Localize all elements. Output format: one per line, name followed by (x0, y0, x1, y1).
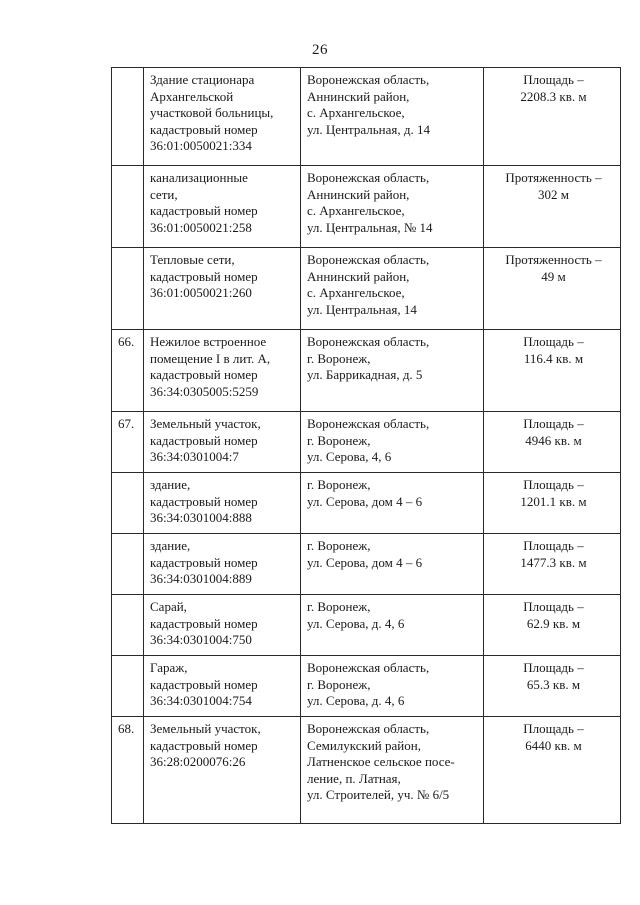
row-number (112, 68, 144, 166)
table-row (112, 717, 621, 824)
object-name-line: кадастровый номер (150, 493, 258, 509)
table-row (112, 656, 621, 717)
object-name-line: помещение I в лит. А, (150, 350, 271, 366)
address-cell (301, 68, 484, 166)
measure-cell (484, 656, 621, 717)
object-name-line: здание, (150, 477, 191, 492)
measure-value: 302 м (538, 186, 569, 202)
cadastral-number: 36:34:0301004:754 (150, 693, 252, 708)
table-row (112, 248, 621, 330)
address-line: Воронежская область, (307, 721, 430, 736)
row-number: 68. (112, 717, 144, 824)
object-name-line: кадастровый номер (150, 676, 258, 692)
object-name-line: кадастровый номер (150, 121, 258, 137)
object-name-cell (144, 330, 301, 412)
object-name-line: Здание стационара (150, 72, 255, 87)
address-line: г. Воронеж, (307, 432, 371, 448)
object-name-line: кадастровый номер (150, 432, 258, 448)
measure-label: Площадь – (523, 599, 584, 614)
address-line: Аннинский район, (307, 268, 410, 284)
row-number (112, 166, 144, 248)
object-name-line: канализационные (150, 170, 248, 185)
measure-label: Площадь – (523, 334, 584, 349)
address-line: г. Воронеж, (307, 676, 371, 692)
measure-value: 6440 кв. м (525, 737, 582, 753)
object-name-cell (144, 473, 301, 534)
object-name-line: кадастровый номер (150, 367, 258, 382)
object-name-line: кадастровый номер (150, 615, 258, 631)
cadastral-number: 36:34:0301004:750 (150, 632, 252, 647)
table-row (112, 412, 621, 473)
object-name-cell (144, 166, 301, 248)
row-number (112, 473, 144, 534)
measure-value: 116.4 кв. м (523, 350, 584, 366)
address-line: Воронежская область, (307, 170, 430, 185)
page-number: 26 (312, 42, 328, 58)
table-row (112, 473, 621, 534)
address-line: ул. Центральная, № 14 (307, 219, 433, 235)
measure-cell (484, 248, 621, 330)
address-line: с. Архангельское, (307, 285, 405, 300)
cadastral-number: 36:34:0301004:888 (150, 510, 252, 525)
measure-label: Площадь – (523, 538, 584, 553)
cadastral-number: 36:28:0200076:26 (150, 754, 246, 769)
measure-value: 1201.1 кв. м (520, 493, 587, 509)
object-name-line: Архангельской (150, 88, 234, 104)
object-name-line: Сарай, (150, 599, 187, 614)
object-name-line: кадастровый номер (150, 203, 258, 218)
object-name-line: Нежилое встроенное (150, 334, 267, 349)
measure-label: Площадь – (523, 660, 584, 675)
measure-value: 1477.3 кв. м (520, 554, 587, 570)
object-name-line: кадастровый номер (150, 554, 258, 570)
address-line: г. Воронеж, (307, 350, 371, 366)
address-line: г. Воронеж, (307, 599, 371, 614)
object-name-line: кадастровый номер (150, 737, 258, 753)
address-line: ул. Строителей, уч. № 6/5 (307, 787, 450, 802)
address-line: Воронежская область, (307, 334, 430, 349)
measure-value: 62.9 кв. м (526, 615, 581, 631)
object-name-cell (144, 656, 301, 717)
row-number (112, 656, 144, 717)
measure-cell (484, 717, 621, 824)
cadastral-number: 36:34:0301004:889 (150, 571, 252, 586)
address-line: Воронежская область, (307, 660, 430, 675)
cadastral-number: 36:34:0305005:5259 (150, 383, 259, 399)
measure-cell (484, 68, 621, 166)
object-name-cell (144, 717, 301, 824)
address-line: ул. Центральная, д. 14 (307, 121, 430, 137)
object-name-line: здание, (150, 538, 191, 553)
row-number (112, 248, 144, 330)
measure-cell (484, 166, 621, 248)
address-line: ул. Серова, д. 4, 6 (307, 615, 405, 631)
measure-value: 49 м (541, 268, 566, 284)
address-cell (301, 656, 484, 717)
table-row (112, 330, 621, 412)
address-line: Воронежская область, (307, 72, 430, 87)
object-name-line: кадастровый номер (150, 268, 258, 284)
cadastral-number: 36:01:0050021:334 (150, 138, 252, 153)
measure-value: 2208.3 кв. м (520, 88, 587, 104)
address-cell (301, 595, 484, 656)
object-name-line: Земельный участок, (150, 721, 261, 736)
address-line: ул. Серова, дом 4 – 6 (307, 493, 423, 509)
address-line: Латненское сельское посе- (307, 754, 455, 769)
object-name-cell (144, 595, 301, 656)
table-row (112, 166, 621, 248)
property-table (111, 67, 621, 824)
object-name-line: Гараж, (150, 660, 188, 675)
table-row (112, 68, 621, 166)
address-line: Аннинский район, (307, 88, 410, 104)
address-line: Семилукский район, (307, 737, 421, 753)
object-name-cell (144, 534, 301, 595)
address-line: Воронежская область, (307, 416, 430, 431)
measure-label: Протяженность – (505, 170, 602, 185)
address-cell (301, 534, 484, 595)
measure-cell (484, 330, 621, 412)
measure-label: Протяженность – (505, 252, 602, 267)
address-line: ул. Серова, 4, 6 (307, 449, 392, 464)
address-line: г. Воронеж, (307, 538, 371, 553)
object-name-cell (144, 412, 301, 473)
row-number (112, 595, 144, 656)
object-name-cell (144, 248, 301, 330)
address-cell (301, 248, 484, 330)
address-cell (301, 717, 484, 824)
address-line: ул. Серова, д. 4, 6 (307, 693, 405, 708)
address-line: ул. Баррикадная, д. 5 (307, 367, 423, 382)
cadastral-number: 36:01:0050021:260 (150, 285, 252, 300)
address-cell (301, 473, 484, 534)
measure-label: Площадь – (523, 477, 584, 492)
object-name-line: сети, (150, 186, 178, 202)
object-name-cell (144, 68, 301, 166)
address-line: Воронежская область, (307, 252, 430, 267)
measure-label: Площадь – (523, 416, 584, 431)
table-row (112, 534, 621, 595)
address-line: Аннинский район, (307, 186, 410, 202)
address-line: ул. Серова, дом 4 – 6 (307, 554, 423, 570)
measure-value: 4946 кв. м (525, 432, 582, 448)
object-name-line: участковой больницы, (150, 105, 274, 120)
cadastral-number: 36:34:0301004:7 (150, 449, 239, 464)
cadastral-number: 36:01:0050021:258 (150, 219, 252, 235)
measure-value: 65.3 кв. м (526, 676, 581, 692)
measure-label: Площадь – (523, 721, 584, 736)
object-name-line: Земельный участок, (150, 416, 261, 431)
measure-label: Площадь – (523, 72, 584, 87)
address-line: ул. Центральная, 14 (307, 301, 417, 317)
address-cell (301, 330, 484, 412)
address-line: ление, п. Латная, (307, 770, 401, 786)
address-cell (301, 166, 484, 248)
measure-cell (484, 595, 621, 656)
row-number (112, 534, 144, 595)
address-line: г. Воронеж, (307, 477, 371, 492)
row-number: 67. (112, 412, 144, 473)
object-name-line: Тепловые сети, (150, 252, 235, 267)
address-cell (301, 412, 484, 473)
row-number: 66. (112, 330, 144, 412)
address-line: с. Архангельское, (307, 203, 405, 218)
measure-cell (484, 534, 621, 595)
measure-cell (484, 473, 621, 534)
table-row (112, 595, 621, 656)
address-line: с. Архангельское, (307, 105, 405, 120)
measure-cell (484, 412, 621, 473)
